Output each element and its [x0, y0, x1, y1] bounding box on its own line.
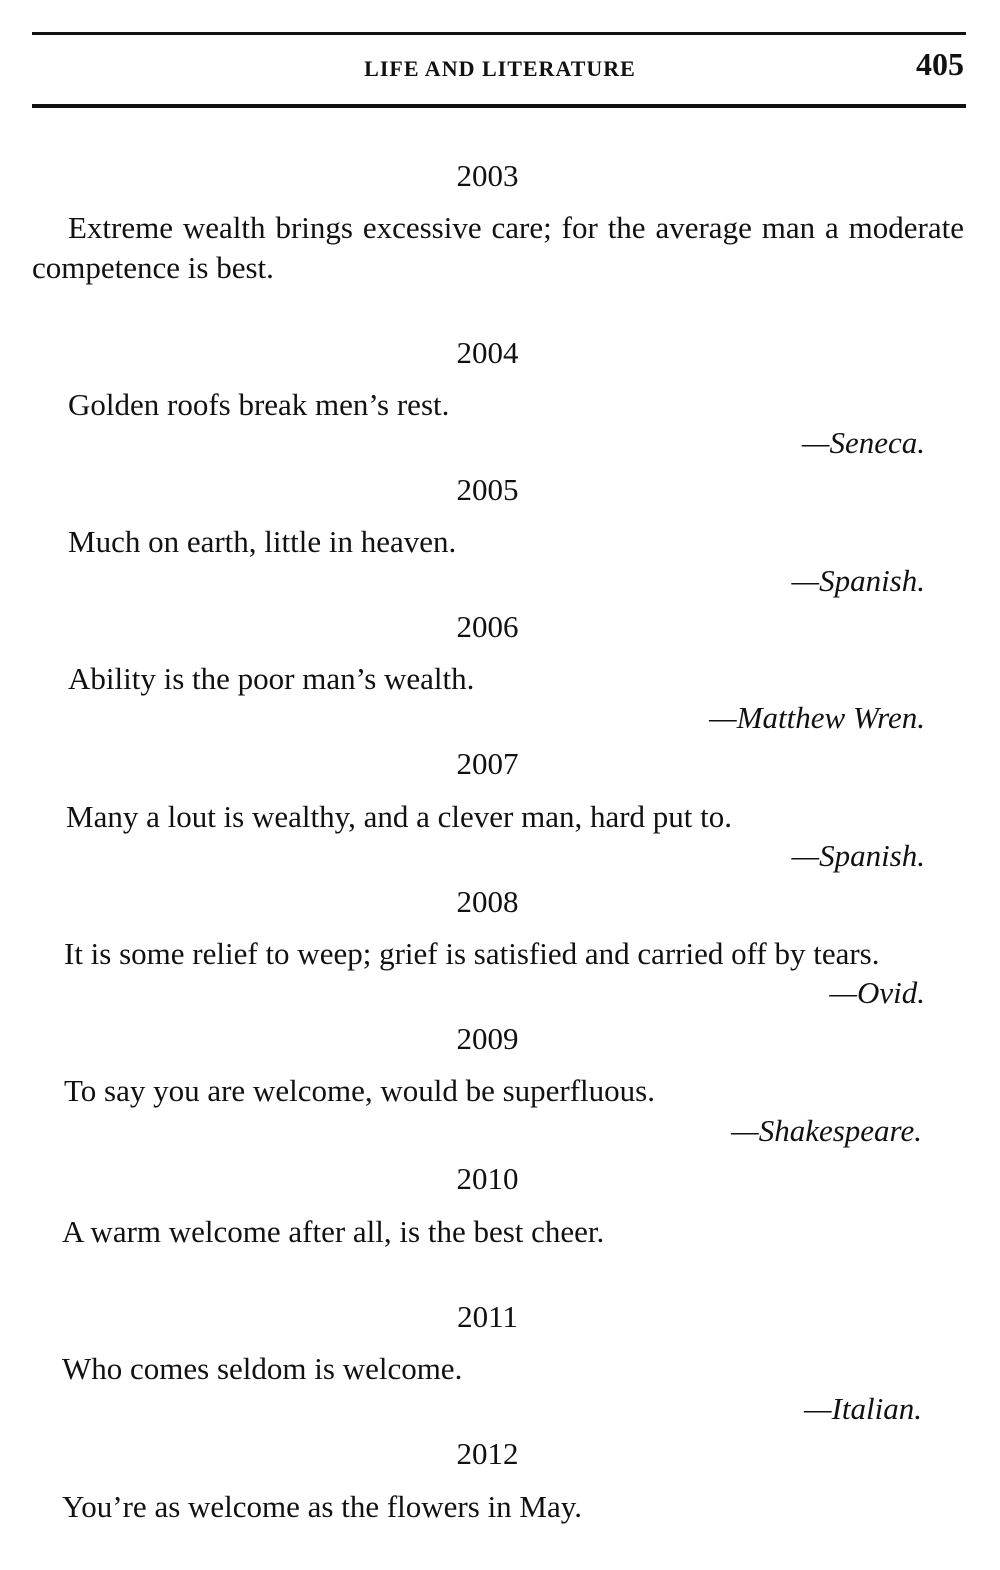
- page-number: 405: [916, 46, 964, 82]
- entry-attribution: —Ovid.: [829, 975, 925, 1010]
- entry-number: 2008: [456, 884, 519, 919]
- entry-text: Golden roofs break men’s rest.: [68, 387, 450, 422]
- header-top-rule: [32, 32, 966, 35]
- entry-text: Much on earth, little in heaven.: [68, 524, 457, 559]
- entry-text: A warm welcome after all, is the best cheer.: [62, 1214, 605, 1249]
- entry-number: 2005: [456, 472, 519, 507]
- entry-number: 2007: [456, 746, 519, 781]
- entry-number: 2003: [456, 158, 519, 193]
- entry-attribution: —Spanish.: [791, 838, 925, 873]
- entry-text: Many a lout is wealthy, and a clever man, hard put to.: [66, 799, 733, 834]
- entry-attribution: —Shakespeare.: [731, 1113, 922, 1148]
- entry-text: You’re as welcome as the flowers in May.: [62, 1489, 582, 1524]
- entry-number: 2011: [457, 1299, 518, 1334]
- entry-text: Who comes seldom is welcome.: [62, 1351, 463, 1386]
- entry-text: Ability is the poor man’s wealth.: [68, 661, 475, 696]
- entry-number: 2009: [456, 1021, 519, 1056]
- entry-number: 2012: [456, 1436, 519, 1471]
- entry-attribution: —Seneca.: [801, 425, 925, 460]
- entry-number: 2006: [456, 609, 519, 644]
- entry-attribution: —Matthew Wren.: [709, 700, 925, 735]
- entry-text: To say you are welcome, would be superfluous.: [64, 1073, 655, 1108]
- running-title: LIFE AND LITERATURE: [364, 56, 636, 81]
- entry-number: 2010: [456, 1161, 519, 1196]
- entry-number: 2004: [456, 335, 519, 370]
- entry-text: Extreme wealth brings excessive care; for the average man a moderate competence is best.: [32, 210, 964, 285]
- entry-attribution: —Spanish.: [791, 563, 925, 598]
- header-bottom-rule: [32, 104, 966, 108]
- entry-text: It is some relief to weep; grief is satisfied and carried off by tears.: [64, 936, 880, 971]
- entry-attribution: —Italian.: [804, 1391, 922, 1426]
